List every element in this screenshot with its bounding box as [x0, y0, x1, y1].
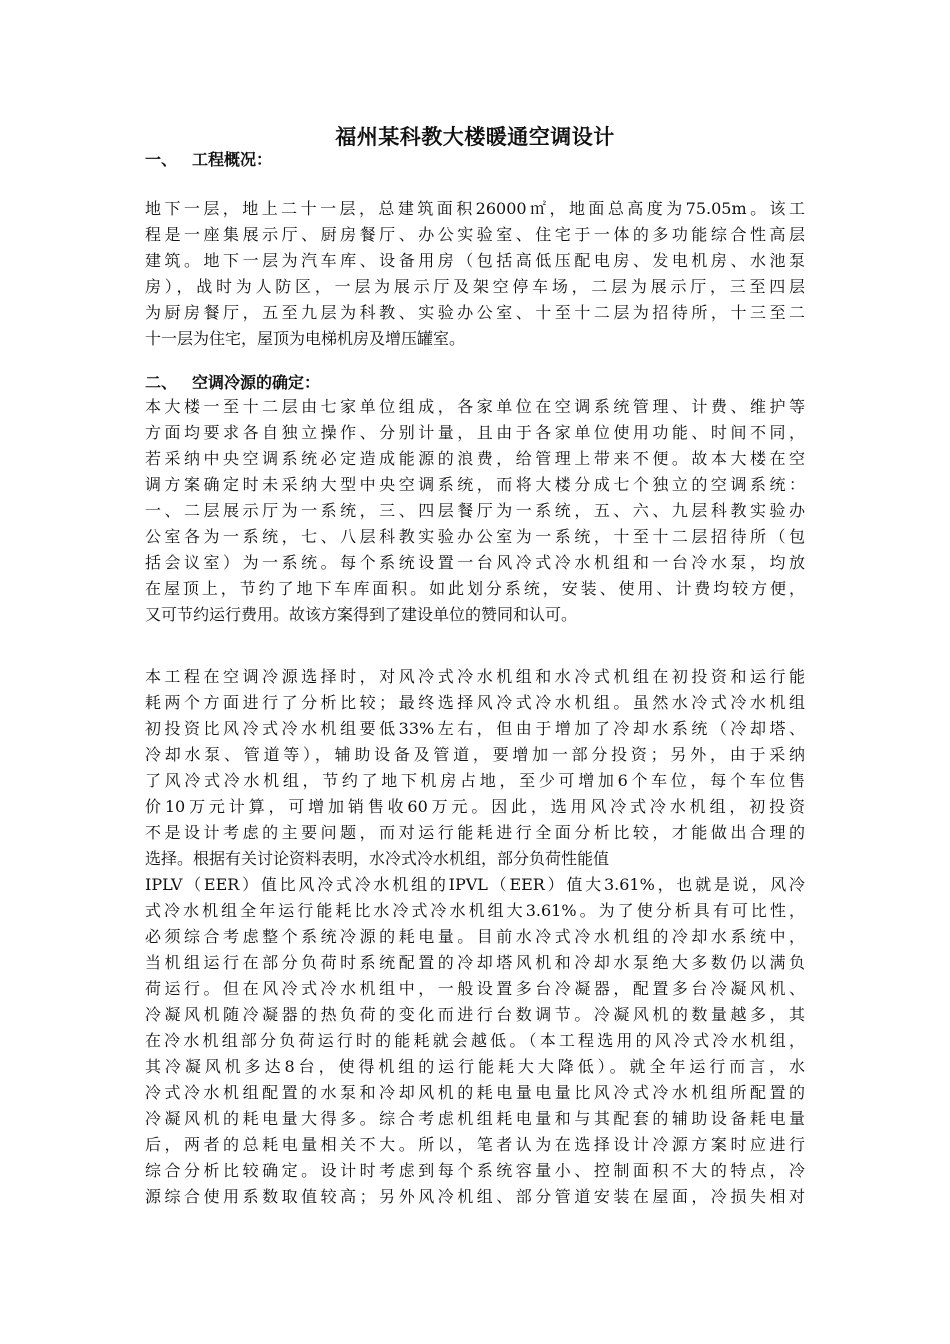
section-heading-cold-source — [145, 371, 320, 395]
text-line: 若采纳中央空调系统必定造成能源的浪费，给管理上带来不便。故本大楼在空 — [145, 449, 805, 468]
text-line: 必须综合考虑整个系统冷源的耗电量。目前水冷式冷水机组的冷却水系统中， — [145, 927, 805, 946]
text-line: 其冷凝风机多达8台，使得机组的运行能耗大大降低）。就全年运行而言，水 — [145, 1057, 805, 1076]
text-line: 房），战时为人防区，一层为展示厅及架空停车场，二层为展示厅，三至四层 — [145, 277, 805, 296]
text-line: 了风冷式冷水机组，节约了地下机房占地，至少可增加6个车位，每个车位售 — [145, 771, 805, 790]
text-line: 程是一座集展示厅、厨房餐厅、办公实验室、住宅于一体的多功能综合性高层 — [145, 225, 805, 244]
text-line: 在屋顶上，节约了地下车库面积。如此划分系统，安装、使用、计费均较方便， — [145, 579, 805, 598]
cold-source-paragraph-2 — [145, 664, 805, 1210]
section-number: 一、 — [145, 150, 178, 169]
text-line: 又可节约运行费用。故该方案得到了建设单位的赞同和认可。 — [145, 605, 578, 624]
text-line: 后，两者的总耗电量相关不大。所以，笔者认为在选择设计冷源方案时应进行 — [145, 1135, 805, 1154]
text-line: 地下一层，地上二十一层，总建筑面积26000㎡，地面总高度为75.05m。该工 — [145, 199, 805, 218]
document-title: 福州某科教大楼暖通空调设计 — [335, 124, 615, 149]
text-line: 一、二层展示厅为一系统，三、四层餐厅为一系统，五、六、九层科教实验办 — [145, 501, 805, 520]
text-line: 初投资比风冷式冷水机组要低33%左右，但由于增加了冷却水系统（冷却塔、 — [145, 719, 805, 738]
text-line: 荷运行。但在风冷式冷水机组中，一般设置多台冷凝器，配置多台冷凝风机、 — [145, 979, 805, 998]
section-number: 二、 — [145, 373, 178, 392]
text-line: 方面均要求各自独立操作、分别计量，且由于各家单位使用功能、时间不同， — [145, 423, 805, 442]
section-title: 空调冷源的确定： — [192, 373, 321, 392]
overview-paragraph — [145, 196, 805, 352]
text-line: 当机组运行在部分负荷时系统配置的冷却塔风机和冷却水泵绝大多数仍以满负 — [145, 953, 805, 972]
text-line: 综合分析比较确定。设计时考虑到每个系统容量小、控制面积不大的特点，冷 — [145, 1161, 805, 1180]
text-line: 在冷水机组部分负荷运行时的能耗就会越低。（本工程选用的风冷式冷水机组， — [145, 1031, 805, 1050]
text-line: 本大楼一至十二层由七家单位组成，各家单位在空调系统管理、计费、维护等 — [145, 397, 805, 416]
text-line: 调方案确定时未采纳大型中央空调系统，而将大楼分成七个独立的空调系统： — [145, 475, 805, 494]
text-line: 冷却水泵、管道等），辅助设备及管道，要增加一部分投资；另外，由于采纳 — [145, 745, 805, 764]
section-heading-overview — [145, 148, 272, 172]
text-line: IPLV（EER）值比风冷式冷水机组的IPVL（EER）值大3.61%，也就是说，风冷 — [145, 875, 805, 894]
text-line: 冷凝风机的耗电量大得多。综合考虑机组耗电量和与其配套的辅助设备耗电量 — [145, 1109, 805, 1128]
text-line: 十一层为住宅，屋顶为电梯机房及增压罐室。 — [145, 329, 466, 348]
text-line: 选择。根据有关讨论资料表明，水冷式冷水机组，部分负荷性能值 — [145, 849, 610, 868]
text-line: 括会议室）为一系统。每个系统设置一台风冷式冷水机组和一台冷水泵，均放 — [145, 553, 805, 572]
text-line: 价10万元计算，可增加销售收60万元。因此，选用风冷式冷水机组，初投资 — [145, 797, 805, 816]
text-line: 不是设计考虑的主要问题，而对运行能耗进行全面分析比较，才能做出合理的 — [145, 823, 805, 842]
text-line: 建筑。地下一层为汽车库、设备用房（包括高低压配电房、发电机房、水池泵 — [145, 251, 805, 270]
text-line: 本工程在空调冷源选择时，对风冷式冷水机组和水冷式机组在初投资和运行能 — [145, 667, 805, 686]
text-line: 冷凝风机随冷凝器的热负荷的变化而进行台数调节。冷凝风机的数量越多，其 — [145, 1005, 805, 1024]
cold-source-paragraph-1 — [145, 394, 805, 628]
text-line: 源综合使用系数取值较高；另外风冷机组、部分管道安装在屋面，冷损失相对 — [145, 1187, 805, 1206]
text-line: 冷式冷水机组配置的水泵和冷却风机的耗电量电量比风冷式冷水机组所配置的 — [145, 1083, 805, 1102]
text-line: 式冷水机组全年运行能耗比水冷式冷水机组大3.61%。为了使分析具有可比性， — [145, 901, 805, 920]
text-line: 公室各为一系统，七、八层科教实验办公室为一系统，十至十二层招待所（包 — [145, 527, 805, 546]
text-line: 耗两个方面进行了分析比较；最终选择风冷式冷水机组。虽然水冷式冷水机组 — [145, 693, 805, 712]
text-line: 为厨房餐厅，五至九层为科教、实验办公室、十至十二层为招待所，十三至二 — [145, 303, 805, 322]
section-title: 工程概况： — [192, 150, 273, 169]
